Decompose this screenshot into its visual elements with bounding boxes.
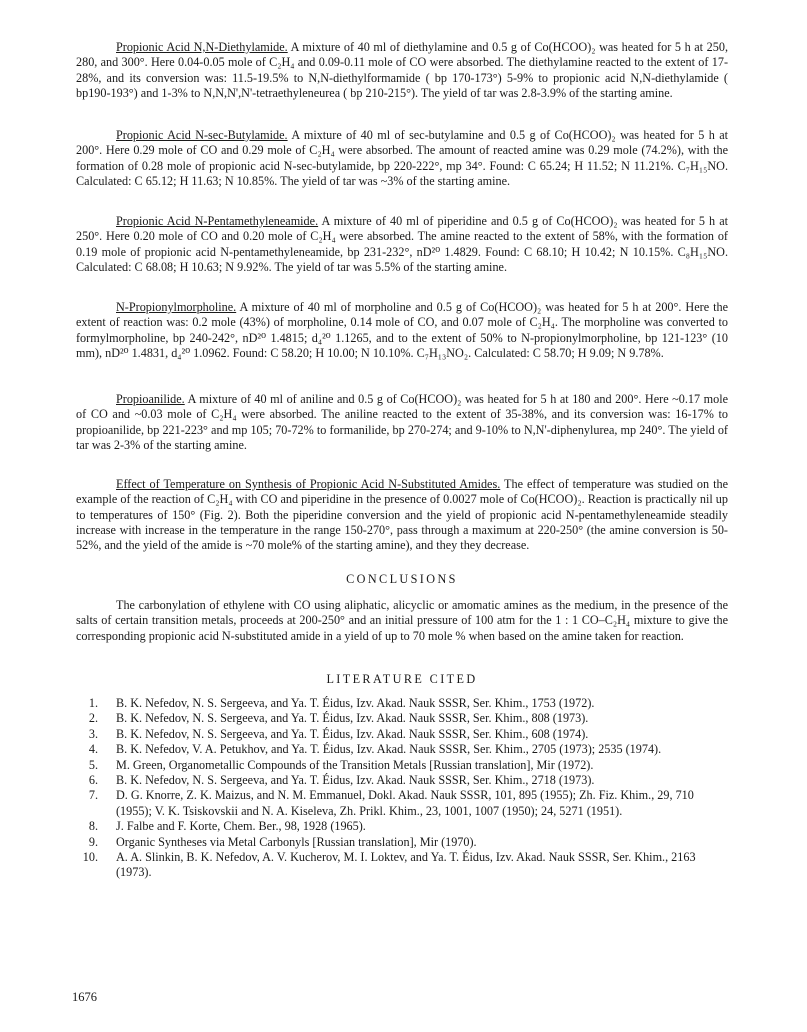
reference-number: 3. [88, 726, 98, 741]
reference-text: A. A. Slinkin, B. K. Nefedov, A. V. Kucherov, M. I. Loktev, and Ya. T. Éidus, Izv. Akad. Nauk SSSR, Ser. Khim., 2163 (1973). [116, 850, 696, 880]
reference-item [76, 711, 728, 726]
paragraph-temperature-effect [76, 477, 728, 553]
reference-text: B. K. Nefedov, N. S. Sergeeva, and Ya. T. Éidus, Izv. Akad. Nauk SSSR, Ser. Khim., 808 (1973). [116, 711, 589, 726]
section-title: Propionic Acid N-Pentamethyleneamide. [116, 214, 319, 228]
reference-text: B. K. Nefedov, N. S. Sergeeva, and Ya. T. Éidus, Izv. Akad. Nauk SSSR, Ser. Khim., 1753 (1972). [116, 696, 595, 710]
section-title: Propionic Acid N,N-Diethylamide. [116, 40, 288, 54]
reference-text: B. K. Nefedov, N. S. Sergeeva, and Ya. T. Éidus, Izv. Akad. Nauk SSSR, Ser. Khim., 2718 (1973). [116, 773, 595, 788]
reference-text: D. G. Knorre, Z. K. Maizus, and N. M. Emmanuel, Dokl. Akad. Nauk SSSR, 101, 895 (1955); Zh. Fiz. Khim., 29, 710 (1955); V. K. Tsiskovskii and N. A. Kiseleva, Zh. Prikl. Khim., 23, 1001, 1007 (1950); 24, 5271 (1951). [116, 788, 694, 818]
reference-text: B. K. Nefedov, N. S. Sergeeva, and Ya. T. Éidus, Izv. Akad. Nauk SSSR, Ser. Khim., 608 (1974). [116, 726, 589, 741]
reference-item [76, 758, 728, 773]
conclusions-heading: CONCLUSIONS [346, 572, 458, 586]
section-title: Effect of Temperature on Synthesis of Propionic Acid N-Substituted Amides. [116, 477, 501, 491]
paragraph-body: The effect of temperature was studied on the example of the reaction of C₂H₄ with CO and piperidine in the presence of 0.0027 mole of Co(HCOO)₂. Reaction is practically nil up to temperatures of 150° (Fig. 2). Both the piperidine conversion and the yield of propionic acid N-pentamethyleneamide steadily increase with increase in the temperature in the range 150-270°, pass through a maximum at 220-250° (the amine conversion is 50-52%, and the yield of the amide is ~70 mole% of the starting amine), and they they decrease. [76, 477, 728, 553]
reference-text: B. K. Nefedov, V. A. Petukhov, and Ya. T. Éidus, Izv. Akad. Nauk SSSR, Ser. Khim., 2705 (1973); 2535 (1974). [116, 742, 662, 757]
references-list [76, 696, 728, 881]
paragraph-propionylmorpholine [76, 300, 728, 361]
reference-text: M. Green, Organometallic Compounds of the Transition Metals [Russian translation], Mir (1972). [116, 757, 594, 772]
reference-number: 10. [82, 850, 98, 865]
reference-number: 6. [88, 773, 98, 788]
reference-item [76, 819, 728, 834]
reference-number: 9. [88, 834, 98, 849]
paragraph-pentamethyleneamide [76, 214, 728, 275]
reference-item [76, 835, 728, 850]
reference-item [76, 773, 728, 788]
reference-number: 4. [88, 742, 98, 757]
paragraph-body: A mixture of 40 ml of piperidine and 0.5 g of Co(HCOO)₂ was heated for 5 h at 250°. Here 0.20 mole of CO and 0.20 mole of C₂H₄ were absorbed. The amine reacted to the extent of 58%, with the formation of 0.19 mole of propionic acid N-pentamethyleneamide, bp 231-232°, nD²⁰ 1.4829. Found: C 68.10; H 10.42; N 10.15%. C₈H₁₅NO. Calculated: C 68.08; H 10.63; N 9.92%. The yield of tar was 5.5% of the starting amine. [76, 214, 729, 274]
reference-item [76, 742, 728, 757]
reference-number: 5. [88, 757, 98, 772]
paragraph-propioanilide [76, 392, 728, 453]
paragraph-diethylamide [76, 40, 728, 101]
reference-number: 1. [88, 696, 98, 710]
paragraph-body: A mixture of 40 ml of morpholine and 0.5 g of Co(HCOO)₂ was heated for 5 h at 200°. Here the extent of reaction was: 0.2 mole (43%) of morpholine, 0.14 mole of CO, and 0.07 mole of C₂H₄. The morpholine was converted to formylmorpholine, bp 240-242°, nD²⁰ 1.4815; d₄²⁰ 1.1265, and to the extent of 50% to N-propionylmorpholine, bp 121-123° (10 mm), nD²⁰ 1.4831, d₄²⁰ 1.0962. Found: C 58.20; H 10.00; N 10.10%. C₇H₁₃NO₂. Calculated: C 58.70; H 9.09; N 9.78%. [76, 300, 728, 360]
reference-number: 2. [88, 711, 98, 726]
paragraph-body: A mixture of 40 ml of diethylamine and 0.5 g of Co(HCOO)₂ was heated for 5 h at 250, 280, and 300°. Here 0.04-0.05 mole of C₂H₄ and 0.09-0.11 mole of CO were absorbed. The diethylamine reacted to the extent of 17-28%, and its conversion was: 11.5-19.5% to N,N-diethylformamide ( bp 170-173°) 5-9% to propionic acid N,N-diethylamide ( bp190-193°) and 1-3% to N,N,N',N'-tetraethyleneurea ( bp 210-215°). The yield of tar was 2.8-3.9% of the starting amine. [76, 40, 728, 100]
reference-item [76, 850, 728, 881]
section-title: Propioanilide. [116, 392, 185, 406]
reference-number: 7. [88, 788, 98, 803]
reference-number: 8. [88, 819, 98, 834]
paragraph-body: A mixture of 40 ml of aniline and 0.5 g of Co(HCOO)₂ was heated for 5 h at 180 and 200°. Here ~0.17 mole of CO and ~0.03 mole of C₂H₄ were absorbed. The aniline reacted to the extent of 35-38%, and its conversion was: 16-17% to propioanilide, bp 221-223° and mp 105; 70-72% to formanilide, bp 270-274; and 9-10% to N,N'-diphenylurea, mp 240°. The yield of tar was 2-3% of the starting amine. [76, 392, 728, 452]
paragraph-body: A mixture of 40 ml of sec-butylamine and 0.5 g of Co(HCOO)₂ was heated for 5 h at 200°. Here 0.29 mole of CO and 0.29 mole of C₂H₄ were absorbed. The amount of reacted amine was 0.29 mole (74.2%), with the formation of 0.28 mole of propionic acid N-sec-butylamide, bp 220-222°, mp 34°. Found: C 65.24; H 11.52; N 11.21%. C₇H₁₅NO. Calculated: C 65.12; H 11.63; N 10.85%. The yield of tar was ~3% of the starting amine. [76, 128, 728, 188]
section-title: Propionic Acid N-sec-Butylamide. [116, 128, 288, 142]
reference-text: Organic Syntheses via Metal Carbonyls [Russian translation], Mir (1970). [116, 834, 477, 849]
reference-item [76, 788, 728, 819]
reference-item [76, 696, 728, 711]
reference-text: J. Falbe and F. Korte, Chem. Ber., 98, 1928 (1965). [116, 819, 366, 834]
literature-heading: LITERATURE CITED [326, 672, 478, 686]
section-title: N-Propionylmorpholine. [116, 300, 237, 314]
reference-item [76, 727, 728, 742]
paragraph-sec-butylamide [76, 128, 728, 189]
conclusions-text: The carbonylation of ethylene with CO using aliphatic, alicyclic or amomatic amines as the medium, in the presence of the salts of certain transition metals, proceeds at 200-250° and an initial pressure of 100 atm for the 1 : 1 CO–C₂H₄ mixture to give the corresponding propionic acid N-substituted amide in a yield of up to 70 mole % when based on the amine taken for reaction. [76, 598, 728, 643]
page-number: 1676 [72, 990, 97, 1004]
